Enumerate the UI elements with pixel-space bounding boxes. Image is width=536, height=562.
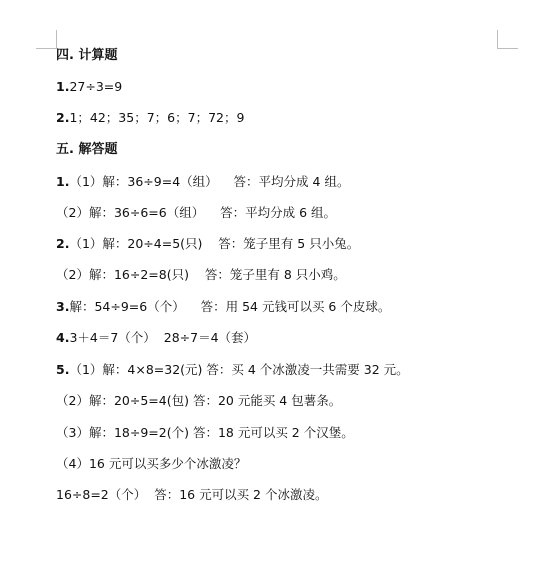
answer-line xyxy=(56,456,246,472)
answer-line xyxy=(56,362,409,378)
answer-line xyxy=(56,299,390,315)
question-number: 5. xyxy=(56,362,70,377)
answer-text: （1）解：4×8=32(元) 答：买 4 个冰激凌一共需要 32 元。 xyxy=(69,362,409,377)
answer-text: （1）解：36÷9=4（组） 答：平均分成 4 组。 xyxy=(69,174,350,189)
answer-line xyxy=(56,393,341,409)
answer-line xyxy=(56,487,328,503)
section-heading-word-problems: 五. 解答题 xyxy=(56,142,118,157)
answer-text: （1）解：20÷4=5(只) 答：笼子里有 5 只小兔。 xyxy=(69,236,360,251)
page-corner-mark-top-left xyxy=(36,30,57,49)
question-number: 2. xyxy=(56,236,70,251)
answer-line xyxy=(56,205,336,221)
answer-line xyxy=(56,79,122,95)
answer-line xyxy=(56,425,354,441)
question-number: 4. xyxy=(56,330,70,345)
answer-text: 3＋4＝7（个） 28÷7＝4（套） xyxy=(69,330,257,345)
answer-text: 27÷3=9 xyxy=(69,79,123,94)
answer-line xyxy=(56,110,244,126)
answer-text: （2）解：36÷6=6（组） 答：平均分成 6 组。 xyxy=(56,205,337,220)
answer-text: （2）解：20÷5=4(包) 答：20 元能买 4 包薯条。 xyxy=(56,393,342,408)
answer-line xyxy=(56,267,346,283)
question-number: 2. xyxy=(56,110,70,125)
page-corner-mark-top-right xyxy=(497,30,518,49)
answer-text: （2）解：16÷2=8(只) 答：笼子里有 8 只小鸡。 xyxy=(56,267,346,282)
answer-line xyxy=(56,236,359,252)
answer-text: （3）解：18÷9=2(个) 答：18 元可以买 2 个汉堡。 xyxy=(56,425,354,440)
answer-text: 16÷8=2（个） 答：16 元可以买 2 个冰激凌。 xyxy=(56,487,328,502)
answer-line xyxy=(56,330,256,346)
answer-text: 1；42；35；7；6；7；72；9 xyxy=(69,110,245,125)
question-number: 1. xyxy=(56,79,70,94)
answer-line xyxy=(56,174,349,190)
answer-text: 解：54÷9=6（个） 答：用 54 元钱可以买 6 个皮球。 xyxy=(69,299,391,314)
question-number: 3. xyxy=(56,299,70,314)
answer-text: （4）16 元可以买多少个冰激凌？ xyxy=(56,456,247,471)
section-heading-calculation: 四. 计算题 xyxy=(56,48,118,63)
question-number: 1. xyxy=(56,174,70,189)
